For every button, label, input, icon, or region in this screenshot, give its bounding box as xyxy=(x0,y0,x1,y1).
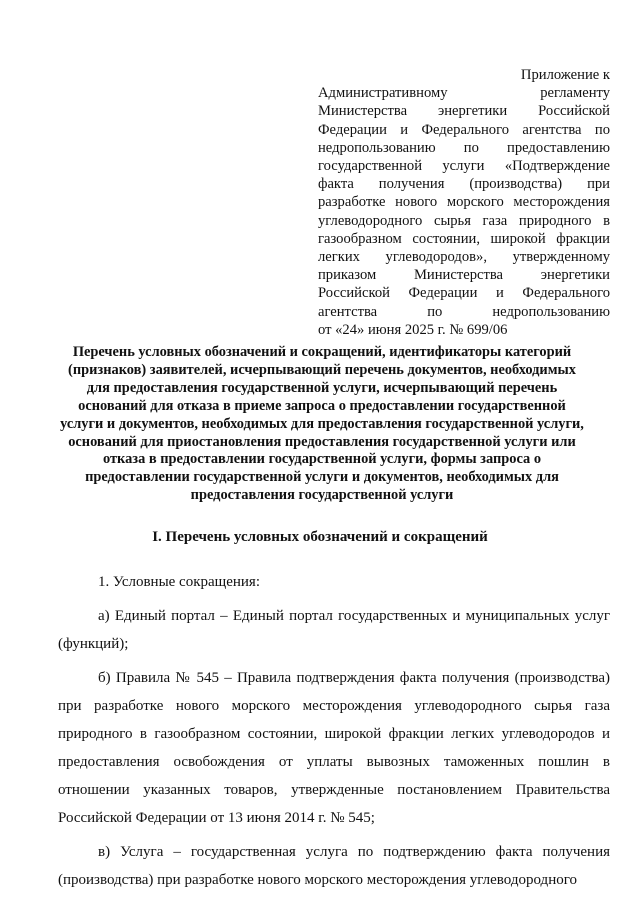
appendix-header: Приложение к xyxy=(520,67,610,83)
document-title: Перечень условных обозначений и сокращений, идентификаторы категорий (признаков) заявителей, исчерпывающий перечень документов, необходимых для предоставления государственной услуги, исчерпывающий перечень оснований для отказа в приеме запроса о предоставлении государственной услуги и документов, необходимых для предоставления государственной услуги, оснований для приостановления предоставления государственной услуги или отказа в предоставлении государственной услуги, формы запроса о предоставлении государственной услуги и документов, необходимых для предоставления государственной услуги xyxy=(60,344,584,504)
appendix-block xyxy=(318,66,610,339)
paragraph-v: в) Услуга – государственная услуга по подтверждению факта получения (производства) при разработке нового морского месторождения углеводородного xyxy=(58,844,610,888)
paragraph-1: 1. Условные сокращения: xyxy=(98,574,260,590)
section-heading: I. Перечень условных обозначений и сокращений xyxy=(152,529,488,545)
paragraph-b: б) Правила № 545 – Правила подтверждения факта получения (производства) при разработке нового морского месторождения углеводородного сырья газа природного в газообразном состоянии, широкой фракции легких углеводородов и предоставления освобождения от уплаты вывозных таможенных пошлин в отношении указанных товаров, утвержденные постановлением Правительства Российской Федерации от 13 июня 2014 г. № 545; xyxy=(58,670,610,826)
appendix-text: Административному регламенту Министерства энергетики Российской Федерации и Федерального агентства по недропользованию по предоставлению государственной услуги «Подтверждение факта получения (производства) при разработке нового морского месторождения углеводородного сырья газа природного в газообразном состоянии, широкой фракции легких углеводородов», утвержденному приказом Министерства энергетики Российской Федерации и Федерального агентства по недропользованию xyxy=(318,85,610,320)
appendix-date-line: от «24» июня 2025 г. № 699/06 xyxy=(318,321,508,338)
paragraph-a: а) Единый портал – Единый портал государственных и муниципальных услуг (функций); xyxy=(58,608,610,652)
body-text xyxy=(58,568,610,900)
